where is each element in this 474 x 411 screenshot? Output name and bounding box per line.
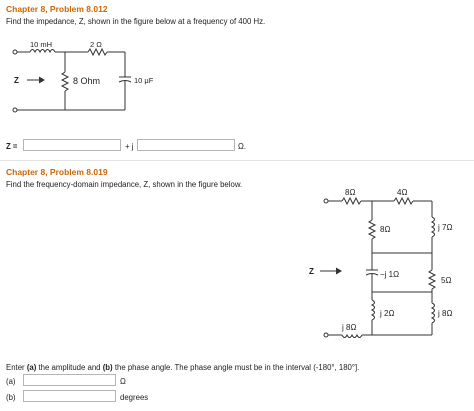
r-top-left-label: 8Ω: [345, 188, 356, 197]
instruction-post: the phase angle. The phase angle must be in the interval (-180°, 180°].: [114, 363, 360, 372]
instruction-b: (b): [102, 363, 113, 372]
ohm-unit-label: Ω.: [238, 142, 246, 151]
r-right-mid-label: 5Ω: [441, 276, 452, 285]
z-label-2: Z: [309, 267, 314, 276]
plus-j-label: + j: [125, 142, 134, 151]
inductor-j7: [432, 217, 435, 237]
instruction-pre: Enter: [6, 363, 25, 372]
resistor-8ohm-top: [342, 198, 361, 204]
z-equals-label: Z =: [6, 142, 18, 151]
answer-b-label: (b): [6, 393, 16, 402]
inductor-j2: [372, 300, 375, 320]
phase-angle-unit: degrees: [120, 393, 149, 402]
instruction-mid: the amplitude and: [38, 363, 101, 372]
instruction-a: (a): [26, 363, 37, 372]
r-mid-left-label: 8Ω: [380, 225, 391, 234]
l-right-bottom-label: j 8Ω: [438, 309, 453, 318]
l-bottom-label: j 8Ω: [342, 323, 357, 332]
problem-1-title: Chapter 8, Problem 8.012: [6, 4, 108, 14]
l-right-top-label: j 7Ω: [438, 223, 453, 232]
amplitude-input[interactable]: [23, 374, 116, 386]
inductor-j8-right: [432, 303, 435, 323]
resistor-5ohm: [429, 270, 435, 289]
resistor-mid-label: 8 Ohm: [73, 76, 101, 86]
problem-1-statement: Find the impedance, Z, shown in the figure below at a frequency of 400 Hz.: [6, 17, 266, 26]
resistor-8ohm-mid: [369, 220, 375, 239]
resistor-top-label: 2 Ω: [90, 40, 102, 49]
problem-2-text: Find the frequency-domain impedance, Z, shown in the figure below.: [6, 180, 243, 189]
z-label-1: Z: [14, 76, 19, 85]
problem-2-title: Chapter 8, Problem 8.019: [6, 167, 108, 177]
c-mid-label: −j 1Ω: [380, 270, 400, 279]
inductor-label: 10 mH: [30, 40, 53, 49]
capacitor-label: 10 μF: [134, 76, 154, 85]
inductor-j8-bottom: [342, 335, 362, 338]
resistor-4ohm-top: [394, 198, 413, 204]
phase-angle-input[interactable]: [23, 390, 116, 402]
r-top-right-label: 4Ω: [397, 188, 408, 197]
answer-a-label: (a): [6, 377, 16, 386]
problem-2-instruction: [6, 363, 359, 372]
l-mid-bottom-label: j 2Ω: [380, 309, 395, 318]
amplitude-unit: Ω: [120, 377, 126, 386]
